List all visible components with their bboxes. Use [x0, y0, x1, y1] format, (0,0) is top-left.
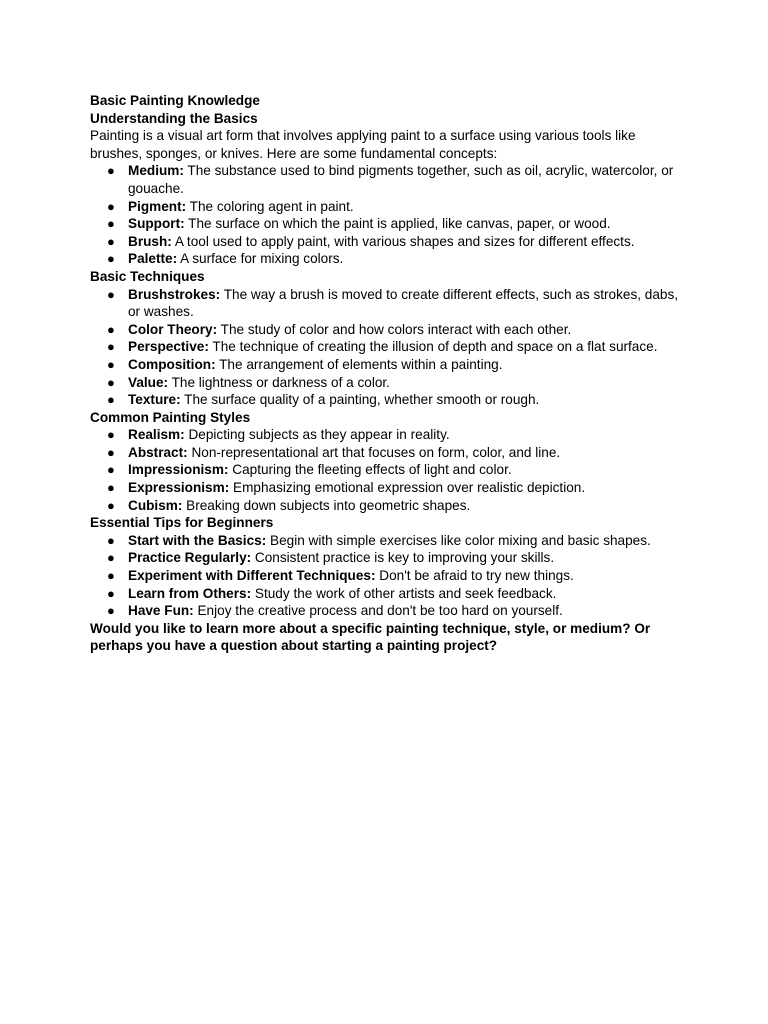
list-item [90, 602, 680, 620]
bullet-icon: ● [107, 286, 115, 302]
term-label: Expressionism: [128, 480, 230, 496]
list-item [90, 250, 680, 268]
term-label: Brushstrokes: [128, 286, 221, 302]
bullet-list [90, 162, 680, 268]
bullet-icon: ● [107, 550, 115, 566]
bullet-icon: ● [107, 444, 115, 460]
bullet-icon: ● [107, 497, 115, 513]
bullet-icon: ● [107, 198, 115, 214]
section-heading: Understanding the Basics [90, 110, 258, 126]
list-item [90, 198, 680, 216]
term-label: Color Theory: [128, 321, 218, 337]
term-description: The coloring agent in paint. [186, 198, 354, 214]
bullet-list [90, 532, 680, 620]
list-item [90, 286, 680, 321]
list-item [90, 426, 680, 444]
term-description: Consistent practice is key to improving your skills. [251, 550, 555, 566]
term-description: The study of color and how colors interact with each other. [217, 321, 572, 337]
section-understanding-basics [90, 110, 680, 268]
bullet-icon: ● [107, 427, 115, 443]
term-label: Practice Regularly: [128, 550, 252, 566]
list-item [90, 479, 680, 497]
list-item [90, 461, 680, 479]
list-item [90, 549, 680, 567]
bullet-icon: ● [107, 356, 115, 372]
term-description: Don't be afraid to try new things. [375, 568, 574, 584]
bullet-icon: ● [107, 532, 115, 548]
term-description: Emphasizing emotional expression over realistic depiction. [229, 480, 586, 496]
term-description: A surface for mixing colors. [177, 251, 344, 267]
list-item [90, 321, 680, 339]
bullet-list [90, 426, 680, 514]
list-item [90, 497, 680, 515]
bullet-list [90, 286, 680, 409]
bullet-icon: ● [107, 233, 115, 249]
list-item [90, 233, 680, 251]
term-label: Start with the Basics: [128, 532, 267, 548]
list-item [90, 162, 680, 197]
bullet-icon: ● [107, 462, 115, 478]
bullet-icon: ● [107, 568, 115, 584]
list-item [90, 532, 680, 550]
section-intro: Painting is a visual art form that involves applying paint to a surface using various tools like brushes, sponges, or knives. Here are some fundamental concepts: [90, 128, 636, 161]
section-beginner-tips [90, 514, 680, 620]
term-label: Pigment: [128, 198, 187, 214]
term-description: Depicting subjects as they appear in reality. [184, 427, 450, 443]
section-heading: Common Painting Styles [90, 409, 251, 425]
term-label: Learn from Others: [128, 585, 252, 601]
bullet-icon: ● [107, 339, 115, 355]
list-item [90, 585, 680, 603]
bullet-icon: ● [107, 374, 115, 390]
term-description: Capturing the fleeting effects of light and color. [228, 462, 512, 478]
bullet-icon: ● [107, 163, 115, 179]
term-label: Medium: [128, 163, 184, 179]
term-description: Study the work of other artists and seek feedback. [251, 585, 557, 601]
term-description: The lightness or darkness of a color. [168, 374, 390, 390]
term-description: Begin with simple exercises like color mixing and basic shapes. [266, 532, 651, 548]
section-basic-techniques [90, 268, 680, 409]
section-heading: Essential Tips for Beginners [90, 515, 274, 531]
term-description: The surface quality of a painting, whether smooth or rough. [180, 392, 540, 408]
term-label: Cubism: [128, 497, 183, 513]
term-description: The arrangement of elements within a painting. [215, 356, 503, 372]
term-label: Perspective: [128, 339, 209, 355]
term-label: Texture: [128, 392, 181, 408]
bullet-icon: ● [107, 251, 115, 267]
list-item [90, 391, 680, 409]
list-item [90, 338, 680, 356]
term-label: Experiment with Different Techniques: [128, 568, 376, 584]
term-label: Value: [128, 374, 169, 390]
list-item [90, 444, 680, 462]
term-label: Support: [128, 216, 185, 232]
document-page [90, 92, 680, 655]
bullet-icon: ● [107, 603, 115, 619]
bullet-icon: ● [107, 321, 115, 337]
section-heading: Basic Techniques [90, 268, 205, 284]
term-description: A tool used to apply paint, with various shapes and sizes for different effects. [171, 233, 635, 249]
term-description: The technique of creating the illusion of depth and space on a flat surface. [208, 339, 658, 355]
list-item [90, 356, 680, 374]
list-item [90, 374, 680, 392]
term-description: The surface on which the paint is applied, like canvas, paper, or wood. [184, 216, 611, 232]
term-label: Abstract: [128, 444, 188, 460]
bullet-icon: ● [107, 392, 115, 408]
section-painting-styles [90, 409, 680, 515]
term-description: Non-representational art that focuses on form, color, and line. [187, 444, 561, 460]
term-description: The substance used to bind pigments together, such as oil, acrylic, watercolor, or gouache. [128, 163, 674, 196]
bullet-icon: ● [107, 216, 115, 232]
list-item [90, 215, 680, 233]
term-label: Palette: [128, 251, 178, 267]
term-description: Enjoy the creative process and don't be too hard on yourself. [193, 603, 563, 619]
term-label: Realism: [128, 427, 185, 443]
term-label: Have Fun: [128, 603, 194, 619]
term-label: Brush: [128, 233, 172, 249]
term-label: Impressionism: [128, 462, 229, 478]
term-label: Composition: [128, 356, 216, 372]
term-description: Breaking down subjects into geometric shapes. [182, 497, 471, 513]
document-title: Basic Painting Knowledge [90, 93, 260, 108]
bullet-icon: ● [107, 480, 115, 496]
list-item [90, 567, 680, 585]
term-description: The way a brush is moved to create different effects, such as strokes, dabs, or washes. [128, 286, 679, 320]
closing-question: Would you like to learn more about a specific painting technique, style, or medium? Or perhaps you have a question about starting a painting project? [90, 620, 651, 654]
bullet-icon: ● [107, 585, 115, 601]
